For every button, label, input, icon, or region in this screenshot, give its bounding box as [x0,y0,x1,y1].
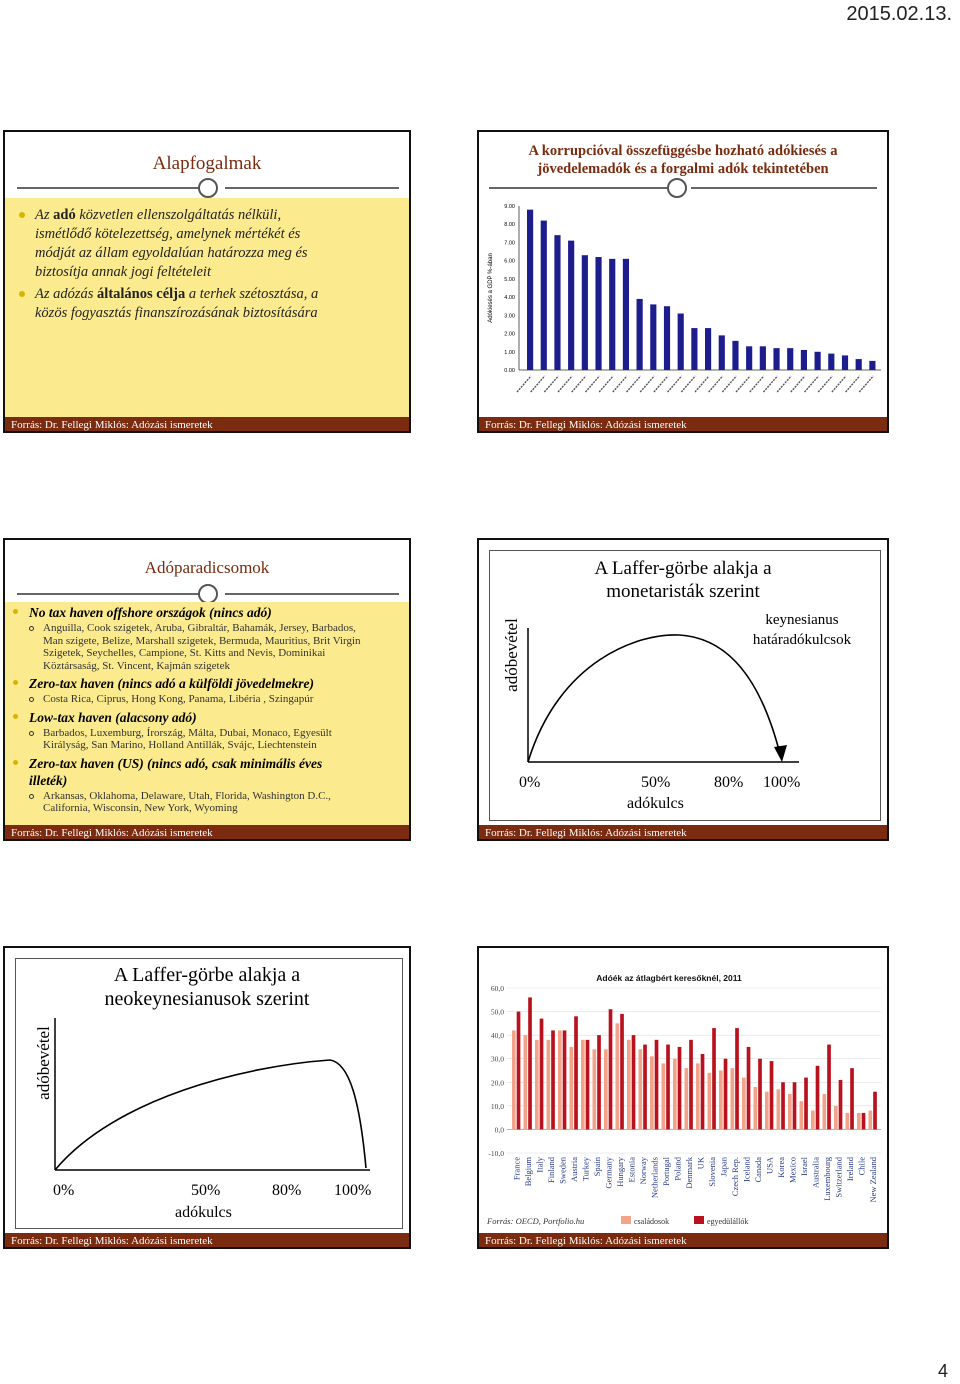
chart-bar [627,1040,631,1130]
page-number: 4 [937,1361,948,1381]
chart-bar [570,1047,574,1130]
chart-bar [632,1035,636,1129]
chart-bar [719,1071,723,1130]
chart-bar [547,1040,551,1130]
x-tick-mark [736,376,750,392]
y-tick-label: 9.00 [504,204,515,210]
chart-bar [815,352,821,370]
x-tick-label: Australia [810,1157,821,1189]
chart-bar [528,997,532,1129]
y-tick-label: 50,0 [490,1007,504,1017]
tick-label: 0% [519,774,541,791]
tick-label: 100% [763,774,801,791]
haven-category: Zero-tax haven (US) (nincs adó, csak minimális éves illeték) Arkansas, Oklahoma, Delaware, Utah, Florida, Washington D.C., California, Wisconsin, New York, Wyoming [13,755,408,815]
y-axis-label: adóbevétel [502,618,521,692]
x-tick-label: Germany [603,1157,614,1189]
chart-bar [869,361,875,370]
x-tick-mark [763,376,777,392]
chart-bar [666,1045,670,1130]
slide-footer: Forrás: Dr. Fellegi Miklós: Adózási ismeretek [479,417,887,433]
chart-bar [609,1009,613,1129]
x-tick-mark [818,376,832,392]
chart-bar [650,304,656,370]
x-tick-label: Estonia [626,1157,637,1183]
y-tick-label: 2.00 [504,331,515,338]
chart-bar [691,328,697,370]
chart-bar [708,1073,712,1130]
chart-bar [846,1113,850,1130]
sub-bullet-icon [29,697,34,702]
x-tick-label: Denmark [684,1157,695,1189]
chart-bar [527,210,533,370]
chart-bar [639,1049,643,1129]
x-tick-label: Portugal [661,1157,672,1186]
y-axis-label: Adókiesés a GDP %-ában [488,253,494,323]
slide-footer: Forrás: Dr. Fellegi Miklós: Adózási ismeretek [479,825,887,841]
x-tick-label: Mexico [787,1157,798,1183]
y-tick-label: 4.00 [504,295,515,302]
tick-label: 50% [191,1182,221,1199]
x-tick-mark [681,376,695,392]
chart-bar [746,346,752,370]
x-tick-label: Japan [718,1157,729,1177]
chart-bar [563,1030,567,1129]
chart-bar [788,1094,792,1129]
chart-bar [732,341,738,370]
chart-bar [823,1094,827,1129]
x-tick-label: Ireland [845,1157,856,1182]
chart-bar [582,255,588,370]
chart-bar [662,1063,666,1129]
corruption-bar-chart [479,198,887,418]
bullet-dot-icon [13,760,18,765]
chart-bar [517,1012,521,1130]
slide-tax-wedge-chart [477,946,889,1249]
chart-bar [787,348,793,370]
x-tick-label: Slovenia [707,1157,718,1187]
x-axis-label: adókulcs [627,795,684,812]
chart-bar [804,1078,808,1130]
legend-label: családosok [634,1217,670,1226]
y-tick-label: 7.00 [504,240,515,247]
chart-bar [664,306,670,370]
y-tick-label: 0,0 [494,1125,504,1135]
slide-title: A korrupcióval összefüggésbe hozható adókiesés a jövedelemadók és a forgalmi adók tekintetében [528,143,838,177]
tick-label: 0% [53,1182,75,1199]
laffer-curve [55,1060,366,1170]
chart-bar [747,1047,751,1130]
chart-bar [801,350,807,370]
chart-bar [828,354,834,370]
chart-bar [712,1028,716,1129]
chart-bar [793,1082,797,1129]
slide-footer: Forrás: Dr. Fellegi Miklós: Adózási ismeretek [5,1233,409,1249]
chart-bar [593,1049,597,1129]
chart-bar [524,1035,528,1129]
legend-swatch-egyedulallok [694,1216,704,1224]
chart-bar [724,1059,728,1130]
y-tick-label: 10,0 [490,1101,504,1111]
x-tick-mark [709,376,723,392]
chart-bar [765,1092,769,1130]
x-tick-mark [777,376,791,392]
chart-bar [568,241,574,370]
tick-label: 50% [641,774,671,791]
x-tick-mark [517,376,531,392]
slide-title: A Laffer-görbe alakja a monetaristák szerint [594,558,772,602]
x-tick-label: Poland [672,1157,683,1181]
bullet-dot-icon [13,714,18,719]
chart-bar [850,1068,854,1129]
sub-bullet-icon [29,794,34,799]
y-tick-label: 1.00 [504,349,515,356]
page-date: 2015.02.13. [846,3,952,25]
x-tick-mark [531,376,545,392]
title-ring-icon [198,178,218,198]
slide-laffer-monetarist [477,538,889,841]
x-tick-label: Belgium [523,1157,534,1187]
x-tick-mark [791,376,805,392]
slide-title: A Laffer-görbe alakja a neokeynesianusok szerint [104,964,310,1010]
x-tick-label: Netherlands [649,1157,660,1199]
chart-bar [554,235,560,370]
chart-bar [735,1028,739,1129]
slide-korrupcio-chart [477,130,889,433]
haven-category: Zero-tax haven (nincs adó a külföldi jövedelmekre) Costa Rica, Ciprus, Hong Kong, Panama, Libéria , Szingapúr [13,675,408,706]
x-tick-label: USA [764,1157,775,1175]
chart-bar [689,1040,693,1130]
bullet-list [19,206,404,323]
chart-bar [811,1111,815,1130]
x-tick-label: Austria [569,1157,580,1183]
x-tick-label: Canada [753,1157,764,1183]
title-ring-icon [667,178,687,198]
y-tick-label: 20,0 [490,1078,504,1088]
chart-bar [754,1087,758,1129]
x-tick-label: Chile [856,1157,867,1176]
laffer-curve [528,635,780,762]
y-tick-label: -10,0 [488,1149,504,1158]
chart-bar [597,1035,601,1129]
bullet-dot-icon [19,212,25,218]
sub-bullet-icon [29,731,34,736]
x-tick-label: Sweden [557,1157,568,1184]
y-tick-label: 60,0 [490,984,504,993]
chart-bar [512,1030,516,1129]
haven-category: No tax haven offshore országok (nincs adó) Anguilla, Cook szigetek, Aruba, Gibraltár, Bahamák, Jersey, Barbados, Man szigete, Belize, Marshall szigetek, Bermuda, Mauritius, Brit Virgin Szigetek, Seychelles, Campione, St. Kitts and Nevis, Dominikai Köztársaság, St. Vincent, Kajmán szigetek [13,604,408,672]
chart-bar [696,1063,700,1129]
chart-bar [678,1047,682,1130]
y-tick-label: 5.00 [504,276,515,283]
bullet-dot-icon [19,291,25,297]
chart-title: Adóék az átlagbért keresőknél, 2011 [596,973,742,983]
chart-bar [800,1101,804,1129]
x-tick-mark [832,376,846,392]
tick-label: 100% [334,1182,372,1199]
x-tick-mark [585,376,599,392]
x-tick-label: Italy [534,1157,545,1173]
chart-bar [655,1040,659,1130]
bullet-item: Az adó közvetlen ellenszolgáltatás nélküli, ismétlődő kötelezettség, amelynek mértékét és módját az állam egyoldalúan határozza meg és biztosítja annak jogi feltételeit [19,206,404,282]
y-tick-label: 3.00 [504,313,515,320]
x-tick-mark [846,376,860,392]
x-tick-mark [750,376,764,392]
title-ring-icon [198,584,218,604]
chart-bar [816,1066,820,1130]
chart-bar [742,1078,746,1130]
chart-bar [773,348,779,370]
bullet-dot-icon [13,609,18,614]
chart-bar [643,1045,647,1130]
x-tick-mark [599,376,613,392]
chart-bar [869,1111,873,1130]
chart-bar [541,221,547,370]
y-tick-label: 30,0 [490,1054,504,1064]
chart-bar [856,359,862,370]
chart-bar [540,1019,544,1130]
x-tick-label: Finland [546,1157,557,1183]
chart-bar [839,1080,843,1130]
x-tick-mark [544,376,558,392]
y-tick-label: 6.00 [504,258,515,265]
chart-bar [857,1113,861,1130]
chart-bar [558,1030,562,1129]
chart-bar [827,1045,831,1130]
y-tick-label: 40,0 [490,1031,504,1041]
x-tick-mark [640,376,654,392]
x-tick-mark [695,376,709,392]
x-tick-label: New Zealand [868,1157,879,1203]
x-tick-label: Korea [776,1157,787,1178]
x-tick-label: Czech Rep. [730,1157,741,1197]
legend-swatch-csaladosok [621,1216,631,1224]
x-tick-mark [558,376,572,392]
x-tick-label: Spain [592,1157,603,1177]
x-tick-label: Luxembourg [822,1157,833,1201]
chart-bar [862,1113,866,1130]
sub-bullet-icon [29,626,34,631]
chart-bar [650,1056,654,1129]
chart-bar [637,299,643,370]
x-tick-mark [572,376,586,392]
chart-source: Forrás: OECD, Portfolio.hu [487,1216,585,1226]
chart-bar [760,346,766,370]
chart-bar [781,1082,785,1129]
x-tick-mark [859,376,873,392]
tax-wedge-bar-chart [479,948,887,1233]
slide-title: Adóparadicsomok [144,558,270,577]
bullet-dot-icon [13,680,18,685]
curve-arrowhead-icon [774,745,787,762]
haven-list [13,604,408,815]
chart-bar [609,259,615,370]
chart-bar [678,314,684,370]
laffer-curve-chart [479,540,889,841]
chart-bar [623,259,629,370]
chart-bar [719,335,725,370]
chart-bar [770,1061,774,1129]
y-tick-label: 0.00 [504,368,515,374]
y-tick-label: 8.00 [504,222,515,229]
x-tick-mark [627,376,641,392]
slide-title: Alapfogalmak [152,153,262,174]
tick-label: 80% [272,1182,302,1199]
x-tick-mark [668,376,682,392]
slide-adoparadicsomok [3,538,411,841]
chart-bar [673,1059,677,1130]
x-tick-label: Israel [799,1157,810,1176]
haven-category: Low-tax haven (alacsony adó) Barbados, Luxemburg, Írország, Málta, Dubai, Monaco, Egyesült Királyság, San Marino, Holland Antillák, Svájc, Liechtenstein [13,709,408,752]
chart-bar [731,1068,735,1129]
chart-bar [777,1089,781,1129]
chart-bar [535,1040,539,1130]
x-tick-mark [654,376,668,392]
chart-bar [574,1016,578,1129]
slide-laffer-neokeynesian [3,946,411,1249]
x-tick-label: France [511,1157,522,1181]
x-tick-label: UK [695,1157,706,1170]
keynesian-note: keynesianus határadókulcsok [752,612,852,648]
chart-bar [620,1014,624,1130]
chart-bar [581,1040,585,1130]
chart-bar [873,1092,877,1130]
chart-bar [685,1068,689,1129]
x-tick-mark [805,376,819,392]
x-tick-label: Switzerland [833,1157,844,1198]
tick-label: 80% [714,774,744,791]
x-tick-mark [613,376,627,392]
chart-bar [551,1030,555,1129]
chart-bar [595,257,601,370]
chart-bar [616,1023,620,1129]
legend-label: egyedülállók [707,1217,749,1226]
slide-footer: Forrás: Dr. Fellegi Miklós: Adózási ismeretek [5,417,409,433]
chart-bar [842,355,848,370]
slide-alapfogalmak [3,130,411,433]
chart-bar [705,328,711,370]
bullet-item: Az adózás általános célja a terhek szétosztása, a közös fogyasztás finanszírozásának biztosítására [19,285,404,323]
x-tick-label: Turkey [580,1157,591,1182]
chart-bar [604,1049,608,1129]
y-axis-label: adóbevétel [34,1026,53,1100]
x-tick-label: Norway [638,1157,649,1185]
slide-footer: Forrás: Dr. Fellegi Miklós: Adózási ismeretek [5,825,409,841]
chart-bar [834,1106,838,1130]
slide-footer: Forrás: Dr. Fellegi Miklós: Adózási ismeretek [479,1233,887,1249]
x-tick-mark [722,376,736,392]
x-tick-label: Iceland [741,1157,752,1183]
chart-bar [586,1040,590,1130]
chart-bar [701,1054,705,1129]
x-axis-label: adókulcs [175,1204,232,1221]
chart-bar [758,1059,762,1130]
x-tick-label: Hungary [615,1157,626,1187]
